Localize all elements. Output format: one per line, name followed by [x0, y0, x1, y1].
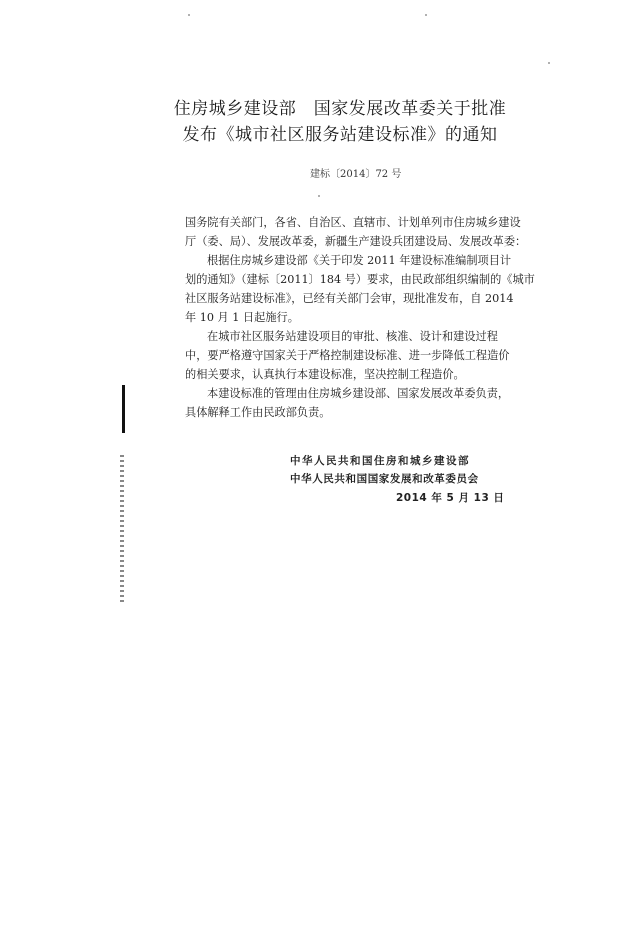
paragraph-1-line-1: 根据住房城乡建设部《关于印发 2011 年建设标准编制项目计: [207, 254, 512, 267]
paragraph-2-line-3: 的相关要求，认真执行本建设标准，坚决控制工程造价。: [185, 368, 465, 381]
scan-speck: [425, 14, 427, 16]
document-number: 建标〔2014〕72 号: [310, 169, 402, 180]
scan-binding-strip: [120, 455, 124, 605]
notice-title-line-2: 发布《城市社区服务站建设标准》的通知: [182, 125, 498, 145]
addressee-line-2: 厅（委、局）、发展改革委，新疆生产建设兵团建设局、发展改革委：: [185, 235, 527, 248]
paragraph-2-line-1: 在城市社区服务站建设项目的审批、核准、设计和建设过程: [207, 330, 498, 343]
paragraph-1-line-4: 年 10 月 1 日起施行。: [185, 311, 299, 324]
signature-date: 2014 年 5 月 13 日: [396, 492, 505, 504]
paragraph-1-line-3: 社区服务站建设标准》，已经有关部门会审，现批准发布，自 2014: [185, 292, 514, 305]
scan-speck: [318, 195, 320, 197]
paragraph-1-line-2: 划的通知》（建标〔2011〕184 号）要求，由民政部组织编制的《城市: [185, 273, 535, 286]
paragraph-3-line-2: 具体解释工作由民政部负责。: [185, 406, 331, 419]
paragraph-3-line-1: 本建设标准的管理由住房城乡建设部、国家发展改革委负责，: [207, 387, 510, 400]
scan-speck: [188, 14, 190, 16]
scan-binding-mark: [122, 385, 125, 433]
paragraph-2-line-2: 中，要严格遵守国家关于严格控制建设标准、进一步降低工程造价: [185, 349, 510, 362]
scan-speck: [548, 62, 550, 64]
signature-org-2: 中华人民共和国国家发展和改革委员会: [290, 473, 479, 485]
signature-org-1: 中华人民共和国住房和城乡建设部: [290, 455, 470, 467]
notice-title-line-1: 住房城乡建设部 国家发展改革委关于批准: [173, 99, 507, 119]
addressee-line-1: 国务院有关部门，各省、自治区、直辖市、计划单列市住房城乡建设: [185, 216, 521, 229]
